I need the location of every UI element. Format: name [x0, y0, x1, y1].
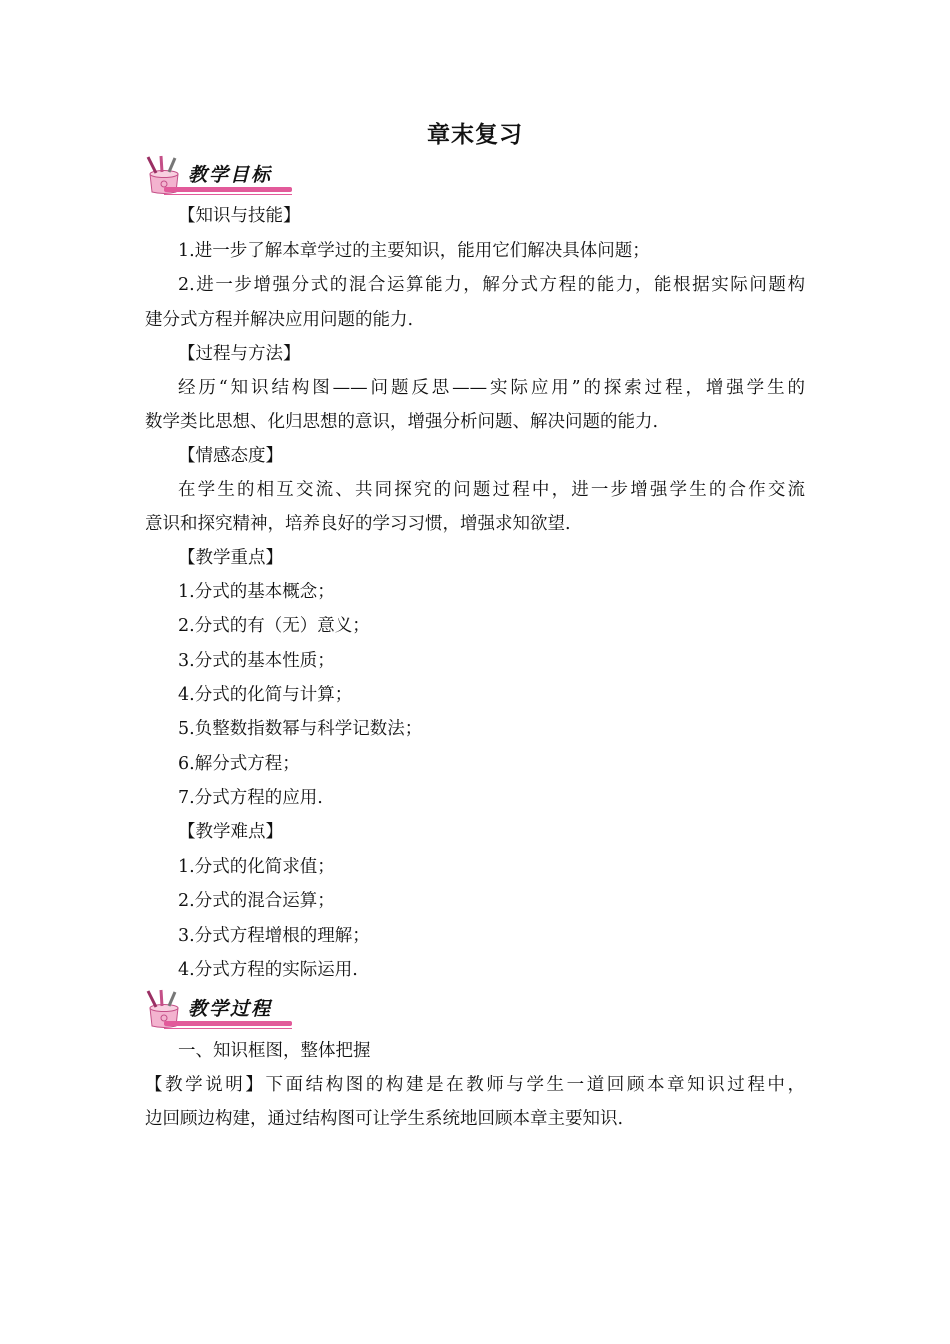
list-item: 7.分式方程的应用.: [178, 788, 323, 808]
paragraph: 在学生的相互交流、共同探究的问题过程中，进一步增强学生的合作交流: [178, 480, 805, 500]
badge-underline: [164, 187, 292, 192]
badge-label: 教学过程: [188, 998, 273, 1020]
list-item: 4.分式的化简与计算；: [178, 685, 353, 705]
heading-attitude: 【情感态度】: [178, 446, 283, 466]
paragraph: 2.进一步增强分式的混合运算能力，解分式方程的能力，能根据实际问题构: [178, 275, 805, 295]
paragraph: 经历“知识结构图——问题反思——实际应用”的探索过程，增强学生的: [178, 378, 805, 398]
paragraph: 意识和探究精神，培养良好的学习习惯，增强求知欲望.: [145, 514, 571, 534]
list-item: 3.分式的基本性质；: [178, 651, 335, 671]
paragraph: 建分式方程并解决应用问题的能力.: [145, 310, 414, 330]
paragraph: 边回顾边构建，通过结构图可让学生系统地回顾本章主要知识.: [145, 1109, 624, 1129]
list-item: 1.分式的化简求值；: [178, 857, 335, 877]
heading-knowledge: 【知识与技能】: [178, 206, 301, 226]
list-item: 2.分式的混合运算；: [178, 891, 335, 911]
paragraph: 【教学说明】下面结构图的构建是在教师与学生一道回顾本章知识过程中，: [145, 1075, 805, 1095]
badge-label: 教学目标: [188, 164, 273, 186]
list-item: 3.分式方程增根的理解；: [178, 926, 370, 946]
list-item: 1.分式的基本概念；: [178, 582, 335, 602]
list-item: 4.分式方程的实际运用.: [178, 960, 358, 980]
paragraph: 一、知识框图，整体把握: [178, 1041, 371, 1061]
section-badge-process: [142, 988, 292, 1030]
list-item: 2.分式的有（无）意义；: [178, 616, 370, 636]
list-item: 6.解分式方程；: [178, 754, 300, 774]
list-item: 5.负整数指数幂与科学记数法；: [178, 719, 423, 739]
heading-process-method: 【过程与方法】: [178, 344, 301, 364]
badge-underline: [164, 1021, 292, 1026]
heading-difficulties: 【教学难点】: [178, 822, 283, 842]
paragraph: 数学类比思想、化归思想的意识，增强分析问题、解决问题的能力.: [145, 412, 659, 432]
heading-key-points: 【教学重点】: [178, 548, 283, 568]
badge-underline-thin: [164, 194, 292, 195]
badge-underline-thin: [164, 1028, 292, 1029]
paragraph: 1.进一步了解本章学过的主要知识，能用它们解决具体问题；: [178, 241, 650, 261]
section-badge-goals: [142, 154, 292, 196]
page-title: 章末复习: [427, 121, 523, 148]
